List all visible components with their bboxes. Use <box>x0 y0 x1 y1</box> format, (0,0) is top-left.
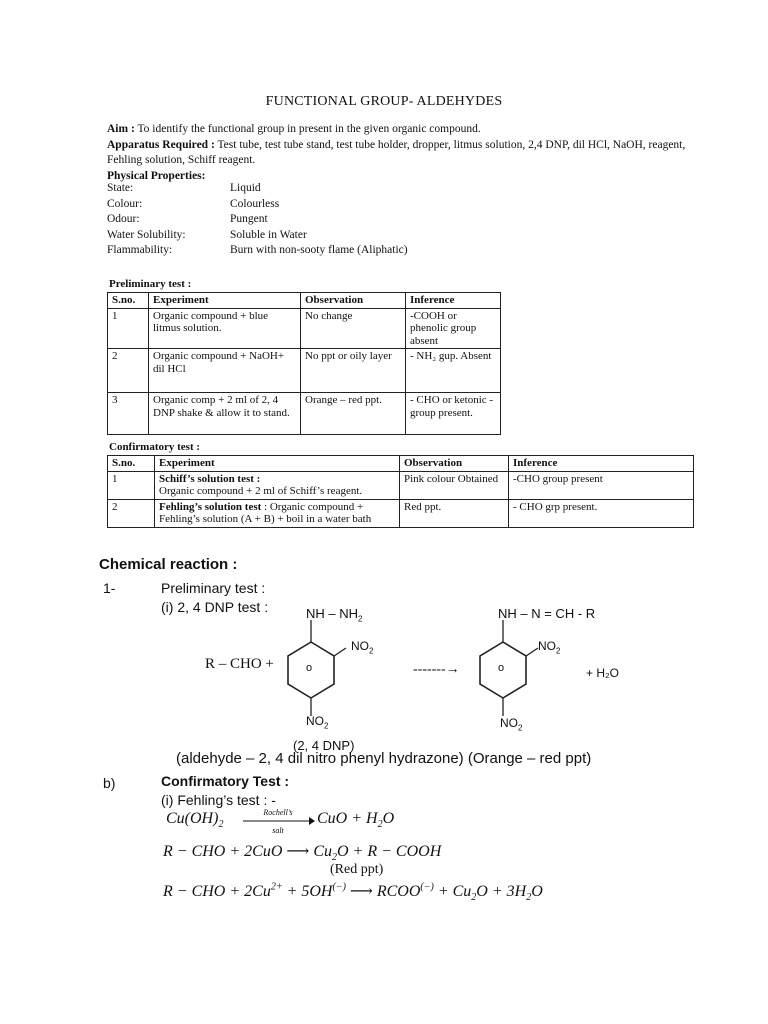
experiment-title: Fehling’s solution test <box>159 500 262 513</box>
col-header: S.no. <box>108 293 149 309</box>
apparatus-line <box>107 138 717 169</box>
cell: 1 <box>108 471 155 499</box>
prop-row <box>107 228 408 244</box>
col-header: Experiment <box>155 456 400 472</box>
equation-3: R − CHO + $2Cu^{2+} + 5OH^{(-)}$ ⟶ RCOO(−) + $Cu_2O + 3H_2O$ <box>163 881 543 904</box>
cell: Organic compound + blue litmus solution. <box>149 308 301 349</box>
table-row <box>108 393 501 435</box>
hydrazone-group: NH – N = CH - R <box>498 606 596 621</box>
col-header: Experiment <box>149 293 301 309</box>
prop-value: Liquid <box>230 182 261 194</box>
cell: Organic compound + NaOH+ dil HCl <box>149 349 301 393</box>
cell: No change <box>301 308 406 349</box>
rochelle-label: Rochell’s <box>263 808 293 817</box>
prop-value: Soluble in Water <box>230 228 307 241</box>
nitro-group-para: $NO_2$ <box>306 714 329 731</box>
salt-label: salt <box>272 826 284 835</box>
prop-value: Colourless <box>230 197 280 210</box>
cell: - CHO or ketonic - group present. <box>406 393 501 435</box>
prop-row <box>107 212 408 228</box>
cell: -COOH or phenolic group absent <box>406 308 501 349</box>
physical-properties <box>107 181 408 259</box>
cell: 2 <box>108 499 155 527</box>
table-row <box>108 499 694 527</box>
dnp-label: (2, 4 DNP) <box>293 738 355 753</box>
col-header: Inference <box>509 456 694 472</box>
cell: 2 <box>108 349 149 393</box>
ring-center-label: o <box>306 662 313 674</box>
apparatus-text: Test tube, test tube stand, test tube holder, dropper, litmus solution, 2,4 DNP, dil HCl, NaOH, reagent, Fehling solution, Schiff reagent. <box>107 138 686 166</box>
section-title: Preliminary test : <box>161 580 266 596</box>
table-row <box>108 349 501 393</box>
benzene-ring-reactant <box>280 620 350 720</box>
cell <box>155 499 400 527</box>
experiment-text: : Organic compound + Fehling’s solution (A + B) + boil in a water bath <box>159 500 372 525</box>
col-header: Observation <box>301 293 406 309</box>
cell: No ppt or oily layer <box>301 349 406 393</box>
experiment-text: Organic compound + 2 ml of Schiff’s reagent. <box>159 485 363 497</box>
nitro-group-ortho: $NO_2$ <box>351 639 374 656</box>
benzene-ring-product <box>472 620 542 720</box>
hydrazine-group: NH – $NH_2$ <box>306 606 363 624</box>
prop-row <box>107 181 408 197</box>
col-header: Observation <box>400 456 509 472</box>
col-header: Inference <box>406 293 501 309</box>
prop-key: State: <box>107 182 134 194</box>
section-number: 1- <box>103 580 116 596</box>
cell: -CHO group present <box>509 471 694 499</box>
apparatus-label: Apparatus Required : <box>107 138 215 151</box>
cell: Organic comp + 2 ml of 2, 4 DNP shake & allow it to stand. <box>149 393 301 435</box>
equation-2: R − CHO + 2CuO ⟶ $Cu_2O + R$ − COOH <box>163 843 442 864</box>
section-number: b) <box>103 775 116 791</box>
prop-row <box>107 243 408 259</box>
red-ppt-label: (Red ppt) <box>330 862 384 877</box>
equation-1-products: CuO + $H_2O$ <box>317 810 395 831</box>
cell: - CHO grp present. <box>509 499 694 527</box>
table-header-row <box>108 293 501 309</box>
section-subtitle: (i) 2, 4 DNP test : <box>161 599 269 615</box>
reaction-arrow: -------→ <box>413 662 460 677</box>
equation-1: $Cu(OH)_2$ <box>166 810 224 831</box>
section-title: Confirmatory Test : <box>161 773 290 789</box>
aim-text: To identify the functional group in present in the given organic compound. <box>134 123 481 135</box>
cell <box>155 471 400 499</box>
nitro-group-ortho: $NO_2$ <box>538 639 561 656</box>
prop-value: Burn with non-sooty flame (Aliphatic) <box>230 244 408 256</box>
intro-block <box>107 122 717 184</box>
aim-label: Aim : <box>107 123 135 135</box>
preliminary-table <box>107 292 501 435</box>
prop-value: Pungent <box>230 213 268 225</box>
prop-key: Water Solubility: <box>107 228 186 241</box>
prop-key: Odour: <box>107 213 140 225</box>
col-header: S.no. <box>108 456 155 472</box>
table-row <box>108 471 694 499</box>
experiment-title: Schiff’s solution test : <box>159 472 261 485</box>
cell: Orange – red ppt. <box>301 393 406 435</box>
product-caption: (aldehyde – 2, 4 dil nitro phenyl hydrazone) (Orange – red ppt) <box>176 750 592 767</box>
confirmatory-heading: Confirmatory test : <box>109 441 201 453</box>
ring-center-label: o <box>498 662 505 674</box>
cell: Pink colour Obtained <box>400 471 509 499</box>
aim-line <box>107 122 717 138</box>
physical-heading: Physical Properties: <box>107 169 206 182</box>
chemical-reaction-heading: Chemical reaction : <box>99 556 238 573</box>
reaction-arrow-icon <box>243 816 315 826</box>
cell: 3 <box>108 393 149 435</box>
prop-key: Flammability: <box>107 244 173 256</box>
section-subtitle: (i) Fehling’s test : - <box>161 792 276 808</box>
nitro-group-para: $NO_2$ <box>500 716 523 733</box>
prop-row <box>107 197 408 213</box>
table-header-row <box>108 456 694 472</box>
preliminary-heading: Preliminary test : <box>109 278 192 290</box>
reactant-aldehyde: R – CHO + <box>205 656 274 672</box>
confirmatory-table <box>107 455 694 528</box>
page-title: FUNCTIONAL GROUP- ALDEHYDES <box>265 94 503 109</box>
table-row <box>108 308 501 349</box>
cell: Red ppt. <box>400 499 509 527</box>
cell: - NH₂ gup. Absent <box>406 349 501 393</box>
prop-key: Colour: <box>107 197 143 210</box>
water-product: + H₂O <box>586 666 619 680</box>
cell: 1 <box>108 308 149 349</box>
